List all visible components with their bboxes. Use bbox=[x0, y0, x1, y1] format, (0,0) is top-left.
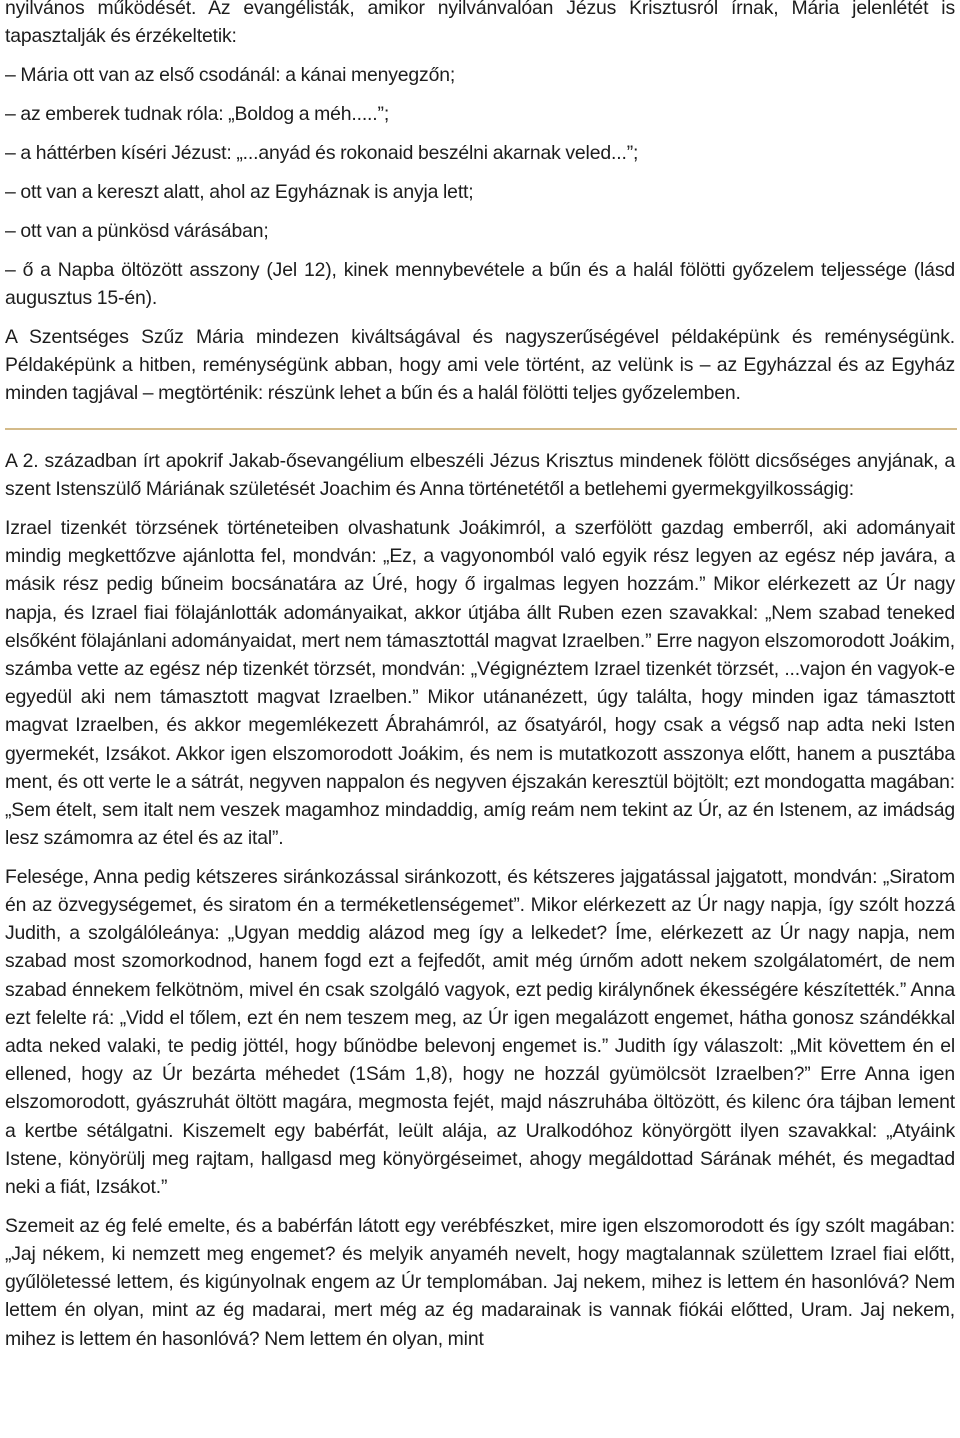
list-item: – ott van a kereszt alatt, ahol az Egyháznak is anyja lett; bbox=[5, 181, 474, 204]
list-item: – a háttérben kíséri Jézust: „...anyád és rokonaid beszélni akarnak veled...”; bbox=[5, 142, 639, 165]
intro-paragraph bbox=[5, 0, 955, 50]
summary-paragraph: A Szentséges Szűz Mária mindezen kiváltságával és nagyszerűségével példaképünk és reménységünk. Példaképünk a hitben, reménységünk abban, hogy ami vele történt, az velünk is – az Egyházzal és az Egyház minden tagjával – megtörténik: részünk lehet a bűn és a halál fölötti teljes győzelemben. bbox=[5, 325, 955, 405]
body-paragraph: Izrael tizenkét törzsének történeteiben olvashatunk Joákimról, a szerfölött gazdag emberről, aki adományait mindig megkettőzve ajánlotta fel, mondván: „Ez, a vagyonomból való egyik rész legyen az egész nép javára, a másik rész pedig bűneim bocsánatára az Úré, hogy ő irgalmas legyen hozzám.” Mikor elérkezett az Úr nagy napja, és Izrael fiai fölajánlották adományaikat, akkor útjába állt Ruben ezen szavakkal: „Nem szabad teneked elsőként fölajánlani adományaidat, mert nem támasztottál magvat Izraelben.” Erre nagyon elszomorodott Joákim, számba vette az egész nép tizenkét törzsét, mondván: „Végignéztem Izrael tizenkét törzsét, ...vajon én vagyok-e egyedül aki nem támasztott magvat Izraelben.” Mikor utánanézett, úgy találta, hogy minden igaz támasztott magvat Izraelben, és akkor megemlékezett Ábrahámról, az ősatyáról, hogy csak a végső nap adta neki Isten gyermekét, Izsákot. Akkor igen elszomorodott Joákim, és nem is mutatkozott asszonya előtt, hanem a pusztába ment, és ott verte le a sátrát, negyven nappalon és negyven éjszakán keresztül böjtölt; ezt mondogatta magában: „Sem ételt, sem italt nem veszek magamhoz mindaddig, amíg reám nem tekint az Úr, az én Istenem, az imádság lesz számomra az étel és az ital”. bbox=[5, 516, 955, 850]
intro-line: nyilvános működését. Az evangélisták, amikor nyilvánvalóan Jézus Krisztusról írnak, Mária jelenlétét bbox=[5, 0, 929, 19]
body-paragraph: Felesége, Anna pedig kétszeres siránkozással siránkozott, és kétszeres jajgatással jajgatott, mondván: „Siratom én az özvegységemet, és siratom én a terméketlenségemet”. Mikor elérkezett az Úr nagy napja, így szólt hozzá Judith, a szolgálóleánya: „Ugyan meddig alázod meg így a lelkedet? Íme, elérkezett az Úr nagy napja, nem szabad most szomorkodnod, hanem fogd ezt a fejfedőt, amit még úrnőm adott nekem szolgálatomért, de nem szabad énnekem felkötnöm, mivel én csak szolgáló vagyok, ezt pedig királynőnek ékességére készítették.” Anna ezt felelte rá: „Vidd el tőlem, ezt én nem teszem meg, az Úr igen megalázott engemet, hátha gonosz szándékkal adta neked valaki, te pedig jöttél, hogy bűnödbe belevonj engemet is.” Judith így válaszolt: „Mit követtem én el ellened, hogy az Úr bezárta méhedet (1Sám 1,8), hogy ne hozzál gyümölcsöt Izraelben?” Erre Anna igen elszomorodott, gyászruhát öltött magára, megmosta fejét, majd nászruhába öltözött, és kilenc óra tájban lement a kertbe sétálgatni. Kiszemelt egy babérfát, leült alája, az Uralkodóhoz könyörgött ilyen szavakkal: „Atyáink Istene, könyörülj meg rajtam, hallgasd meg könyörgéseimet, ahogy megáldottad Sárának méhét, és megadtad neki a fiát, Izsákot.” bbox=[5, 865, 955, 1199]
section-divider bbox=[5, 428, 957, 430]
list-item: – Mária ott van az első csodánál: a kánai menyegzőn; bbox=[5, 64, 456, 87]
section-protoevangelium bbox=[5, 447, 955, 1353]
list-item: – az emberek tudnak róla: „Boldog a méh.....”; bbox=[5, 103, 390, 126]
body-paragraph: A 2. században írt apokrif Jakab-ősevangélium elbeszéli Jézus Krisztus mindenek fölött dicsőséges anyjának, a szent Istenszülő Máriának születését Joachim és Anna történetétől a betlehemi gyermekgyilkosságig: bbox=[5, 450, 955, 501]
list-item: – ő a Napba öltözött asszony (Jel 12), kinek mennybevétele a bűn és a halál fölötti győzelem teljessége (lásd augusztus 15-én). bbox=[5, 259, 955, 310]
list-item: – ott van a pünkösd várásában; bbox=[5, 220, 269, 243]
body-paragraph: Szemeit az ég felé emelte, és a babérfán látott egy verébfészket, mire igen elszomorodott és így szólt magában: „Jaj nékem, ki nemzett meg engemet? és melyik anyaméh nevelt, hogy magtalannak születtem Izrael fiai előtt, gyűlöletessé lettem, és kigúnyolnak engem az Úr templomában. Jaj nekem, mihez is lettem én hasonlóvá? Nem lettem én olyan, mint az ég madarai, mert még az ég madarainak is vannak fiókái előtted, Uram. Jaj nekem, mihez is lettem én hasonlóvá? Nem lettem én olyan, mint bbox=[5, 1214, 955, 1350]
section-marian-presence bbox=[5, 0, 955, 407]
intro-line: is tapasztalják és érzékeltetik: bbox=[5, 0, 955, 48]
